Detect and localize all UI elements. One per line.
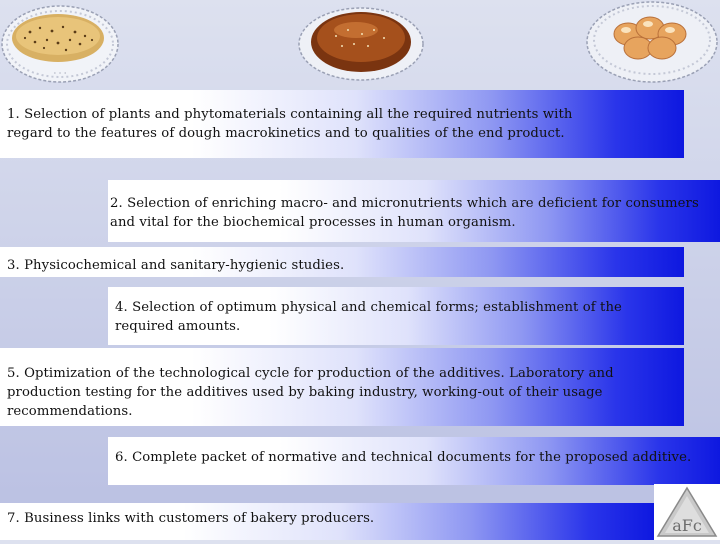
step-5-line-1: 5. Optimization of the technological cycle for production of the additives. Laboratory and xyxy=(7,366,614,381)
step-2 xyxy=(108,180,720,242)
company-logo xyxy=(654,484,720,540)
step-6-line-1: 6. Complete packet of normative and technical documents for the proposed additive. xyxy=(115,450,692,465)
step-6 xyxy=(108,437,720,485)
step-7 xyxy=(0,503,654,540)
triangle-logo-icon xyxy=(654,484,720,540)
step-1-line-1: 1. Selection of plants and phytomaterials containing all the required nutrients with xyxy=(7,107,573,122)
bread-loaf-glazed-image xyxy=(296,0,426,82)
step-2-line-1: 2. Selection of enriching macro- and micronutrients which are deficient for consumers xyxy=(110,196,699,211)
step-2-line-2: and vital for the biochemical processes in human organism. xyxy=(110,215,516,230)
step-4-line-2: required amounts. xyxy=(115,319,241,334)
bread-loaf-seeded-image xyxy=(0,0,120,85)
step-3 xyxy=(0,247,684,277)
step-1-line-2: regard to the features of dough macrokinetics and to qualities of the end product. xyxy=(7,126,565,141)
step-5-line-3: recommendations. xyxy=(7,404,133,419)
bread-images-row xyxy=(0,0,720,90)
bread-loaf-braided-image xyxy=(584,0,720,85)
step-4 xyxy=(108,287,684,345)
svg-text:· · ·: · · · xyxy=(53,69,67,78)
step-5-line-2: production testing for the additives used by baking industry, working-out of their usage xyxy=(7,385,603,400)
step-1 xyxy=(0,90,684,158)
step-5 xyxy=(0,348,684,426)
step-7-line-1: 7. Business links with customers of bakery producers. xyxy=(7,511,375,526)
step-4-line-1: 4. Selection of optimum physical and chemical forms; establishment of the xyxy=(115,300,622,315)
step-3-line-1: 3. Physicochemical and sanitary-hygienic studies. xyxy=(7,258,345,273)
logo-text: aFc xyxy=(672,516,702,535)
